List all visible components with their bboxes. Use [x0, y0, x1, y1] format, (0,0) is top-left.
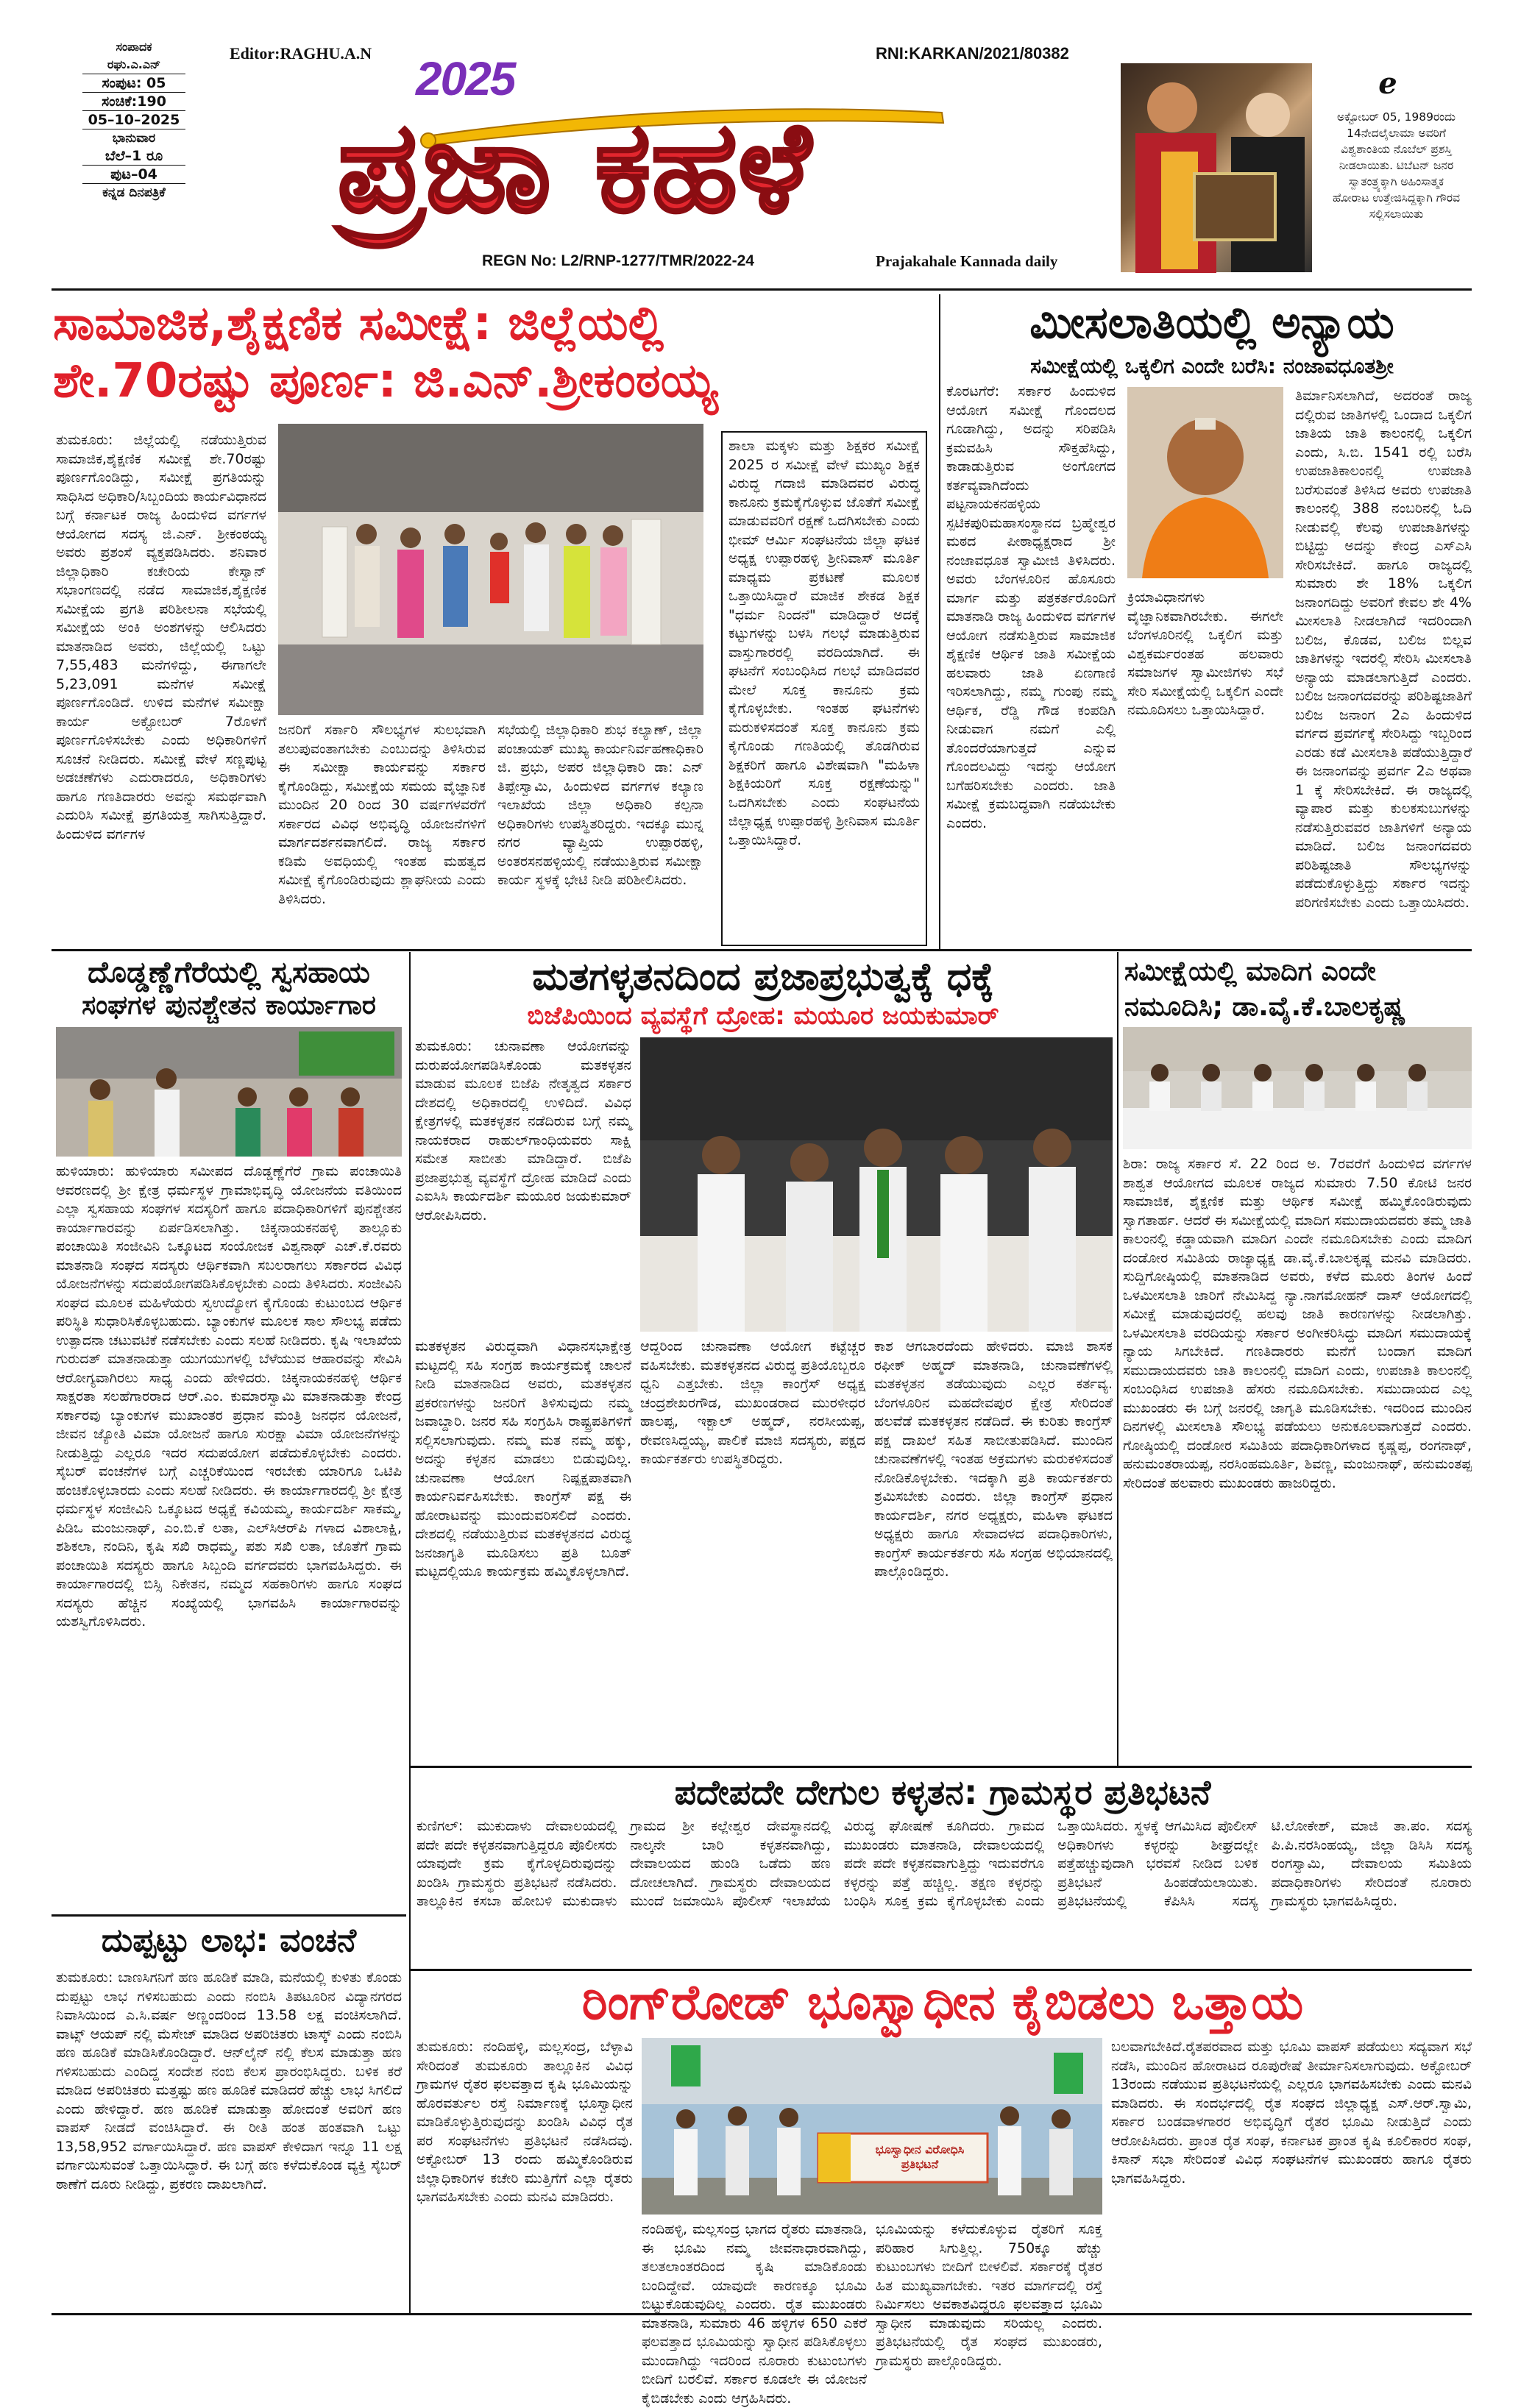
meta-line: ಬೆಲೆ–1 ರೂ	[104, 148, 163, 164]
meta-line: ಸಂಚಿಕೆ:190	[102, 93, 166, 110]
matha-headline: ಮತಗಳ್ಳತನದಿಂದ ಪ್ರಜಾಪ್ರಭುತ್ವಕ್ಕೆ ಧಕ್ಕೆ	[532, 955, 994, 999]
matha-col-1: ಮತಕಳ್ಳತನ ವಿರುದ್ಧವಾಗಿ ವಿಧಾನಸಭಾಕ್ಷೇತ್ರ ಮಟ್ಟದಲ್ಲಿ ಸಹಿ ಸಂಗ್ರಹ ಕಾರ್ಯಕ್ರಮಕ್ಕೆ ಚಾಲನೆ ನೀಡಿ ಮಾತನಾಡಿದ ಅವರು, ಮತಕಳ್ಳತನ ಪ್ರಕರಣಗಳನ್ನು ಜನರಿಗೆ ತಿಳಿಸುವುದು ನಮ್ಮ ಜವಾಬ್ದಾರಿ. ಜನರ ಸಹಿ ಸಂಗ್ರಹಿಸಿ ರಾಷ್ಟ್ರಪತಿಗಳಿಗೆ ಸಲ್ಲಿಸಲಾಗುವುದು. ನಮ್ಮ ಮತ ನಮ್ಮ ಹಕ್ಕು, ಅದನ್ನು ಕಳ್ಳತನ ಮಾಡಲು ಬಿಡುವುದಿಲ್ಲ. ಚುನಾವಣಾ ಆಯೋಗ ನಿಷ್ಪಕ್ಷಪಾತವಾಗಿ ಕಾರ್ಯನಿರ್ವಹಿಸಬೇಕು. ಕಾಂಗ್ರೆಸ್ ಪಕ್ಷ ಈ ಹೋರಾಟವನ್ನು ಮುಂದುವರಿಸಲಿದೆ ಎಂದರು. ದೇಶದಲ್ಲಿ ನಡೆಯುತ್ತಿರುವ ಮತಕಳ್ಳತನದ ವಿರುದ್ಧ ಜನಜಾಗೃತಿ ಮೂಡಿಸಲು ಪ್ರತಿ ಬೂತ್ ಮಟ್ಟದಲ್ಲಿಯೂ ಕಾರ್ಯಕ್ರಮ ಹಮ್ಮಿಕೊಳ್ಳಲಾಗಿದೆ.	[415, 1338, 631, 1580]
meta-line: ಸಂಪುಟ: 05	[102, 75, 166, 91]
degula-text: ಕುಣಿಗಲ್: ಮುಕುದಾಳು ದೇವಾಲಯದಲ್ಲಿ ಪದೇ ಪದೇ ಕಳ್ಳತನವಾಗುತ್ತಿದ್ದರೂ ಪೊಲೀಸರು ಯಾವುದೇ ಕ್ರಮ ಕೈಗೊಳ್ಳದಿರುವುದನ್ನು ಖಂಡಿಸಿ ಗ್ರಾಮಸ್ಥರು ಪ್ರತಿಭಟನೆ ನಡೆಸಿದರು. ತಾಲ್ಲೂಕಿನ ಕಸಬಾ ಹೋಬಳಿ ಮುಕುದಾಳು ಗ್ರಾಮದ ಶ್ರೀ ಕಲ್ಲೇಶ್ವರ ದೇವಸ್ಥಾನದಲ್ಲಿ ನಾಲ್ಕನೇ ಬಾರಿ ಕಳ್ಳತನವಾಗಿದ್ದು, ದೇವಾಲಯದ ಹುಂಡಿ ಒಡೆದು ಹಣ ದೋಚಲಾಗಿದೆ. ಗ್ರಾಮಸ್ಥರು ದೇವಾಲಯದ ಮುಂದೆ ಜಮಾಯಿಸಿ ಪೊಲೀಸ್ ಇಲಾಖೆಯ ವಿರುದ್ಧ ಘೋಷಣೆ ಕೂಗಿದರು. ಗ್ರಾಮದ ಮುಖಂಡರು ಮಾತನಾಡಿ, ದೇವಾಲಯದಲ್ಲಿ ಪದೇ ಪದೇ ಕಳ್ಳತನವಾಗುತ್ತಿದ್ದು ಇದುವರೆಗೂ ಕಳ್ಳರನ್ನು ಪತ್ತೆ ಹಚ್ಚಿಲ್ಲ. ತಕ್ಷಣ ಕಳ್ಳರನ್ನು ಬಂಧಿಸಿ ಸೂಕ್ತ ಕ್ರಮ ಕೈಗೊಳ್ಳಬೇಕು ಎಂದು ಒತ್ತಾಯಿಸಿದರು. ಸ್ಥಳಕ್ಕೆ ಆಗಮಿಸಿದ ಪೊಲೀಸ್ ಅಧಿಕಾರಿಗಳು ಕಳ್ಳರನ್ನು ಶೀಘ್ರದಲ್ಲೇ ಪತ್ತೆಹಚ್ಚುವುದಾಗಿ ಭರವಸೆ ನೀಡಿದ ಬಳಿಕ ಪ್ರತಿಭಟನೆ ಹಿಂಪಡೆಯಲಾಯಿತು. ಪ್ರತಿಭಟನೆಯಲ್ಲಿ ಕೆಪಿಸಿಸಿ ಸದಸ್ಯ ಟಿ.ಲೋಕೇಶ್, ಮಾಜಿ ತಾ.ಪಂ. ಸದಸ್ಯ ಪಿ.ಪಿ.ನರಸಿಂಹಯ್ಯ, ಜಿಲ್ಲಾ ಡಿಸಿಸಿ ಸದಸ್ಯ ರಂಗಸ್ವಾಮಿ, ದೇವಾಲಯ ಸಮಿತಿಯ ಪದಾಧಿಕಾರಿಗಳು ಸೇರಿದಂತೆ ನೂರಾರು ಗ್ರಾಮಸ್ಥರು ಭಾಗವಹಿಸಿದ್ದರು.	[416, 1818, 1472, 1909]
masthead-title: ಪ್ರಜಾ ಕಹಳೆ	[337, 95, 811, 241]
lead-col-3: ಸಭೆಯಲ್ಲಿ ಜಿಲ್ಲಾಧಿಕಾರಿ ಶುಭ ಕಲ್ಯಾಣ್, ಜಿಲ್ಲಾ ಪಂಚಾಯತ್ ಮುಖ್ಯ ಕಾರ್ಯನಿರ್ವಹಣಾಧಿಕಾರಿ ಜಿ. ಪ್ರಭು, ಅಪರ ಜಿಲ್ಲಾಧಿಕಾರಿ ಡಾ: ಎನ್ ತಿಪ್ಪೇಸ್ವಾಮಿ, ಹಿಂದುಳಿದ ವರ್ಗಗಳ ಕಲ್ಯಾಣ ಇಲಾಖೆಯ ಜಿಲ್ಲಾ ಅಧಿಕಾರಿ ಕಲ್ಪನಾ ಅಧಿಕಾರಿಗಳು ಉಪಸ್ಥಿತರಿದ್ದರು. ಇದಕ್ಕೂ ಮುನ್ನ ನಗರ ವ್ಯಾಪ್ತಿಯ ಉಪ್ಪಾರಹಳ್ಳಿ, ಅಂತರಸನಹಳ್ಳಿಯಲ್ಲಿ ನಡೆಯುತ್ತಿರುವ ಸಮೀಕ್ಷಾ ಕಾರ್ಯ ಸ್ಥಳಕ್ಕೆ ಭೇಟಿ ನೀಡಿ ಪರಿಶೀಲಿಸಿದರು.	[497, 722, 703, 888]
swamiji-photo	[1127, 387, 1283, 578]
issue-meta	[82, 38, 185, 202]
masthead-rule	[52, 288, 1472, 291]
meta-line: ಪುಟ–04	[110, 166, 157, 182]
evening-logo-icon: e	[1378, 66, 1397, 101]
lead-right-divider	[939, 294, 940, 949]
meta-line: 05–10–2025	[88, 112, 180, 128]
masthead-year: 2025	[416, 52, 515, 105]
dalai-lama-photo	[1121, 63, 1312, 272]
dodda-headline-1: ದೊಡ್ಡಣ್ಣೆಗೆರೆಯಲ್ಲಿ ಸ್ವಸಹಾಯ	[88, 956, 370, 990]
tagline: Prajakahale Kannada daily	[876, 252, 1058, 270]
right-subhead: ಸಮೀಕ್ಷೆಯಲ್ಲಿ ಒಕ್ಕಲಿಗ ಎಂದೇ ಬರೆಸಿ: ನಂಜಾವಧೂತಶ್ರೀ	[1030, 354, 1394, 378]
ring-col-1: ತುಮಕೂರು: ನಂದಿಹಳ್ಳಿ, ಮಲ್ಲಸಂದ್ರ, ಬೆಳ್ಳಾವಿ ಸೇರಿದಂತೆ ತುಮಕೂರು ತಾಲ್ಲೂಕಿನ ವಿವಿಧ ಗ್ರಾಮಗಳ ರೈತರ ಫಲವತ್ತಾದ ಕೃಷಿ ಭೂಮಿಯನ್ನು ಹೊರವರ್ತುಲ ರಸ್ತೆ ನಿರ್ಮಾಣಕ್ಕೆ ಭೂಸ್ವಾಧೀನ ಮಾಡಿಕೊಳ್ಳುತ್ತಿರುವುದನ್ನು ಖಂಡಿಸಿ ವಿವಿಧ ರೈತ ಪರ ಸಂಘಟನೆಗಳು ಪ್ರತಿಭಟನೆ ನಡೆಸಿದವು. ಅಕ್ಟೋಬರ್ 13 ರಂದು ಹಮ್ಮಿಕೊಂಡಿರುವ ಜಿಲ್ಲಾಧಿಕಾರಿಗಳ ಕಚೇರಿ ಮುತ್ತಿಗೆಗೆ ಎಲ್ಲಾ ರೈತರು ಭಾಗವಹಿಸಬೇಕು ಎಂದು ಮನವಿ ಮಾಡಿದರು.	[416, 2039, 633, 2205]
center-right-divider	[1117, 952, 1118, 1767]
madiga-text: ಶಿರಾ: ರಾಜ್ಯ ಸರ್ಕಾರ ಸೆ. 22 ರಿಂದ ಅ. 7ರವರೆಗೆ ಹಿಂದುಳಿದ ವರ್ಗಗಳ ಶಾಶ್ವತ ಆಯೋಗದ ಮೂಲಕ ರಾಜ್ಯದ ಸುಮಾರು 7.50 ಕೋಟಿ ಜನರ ಸಾಮಾಜಿಕ, ಶೈಕ್ಷಣಿಕ ಮತ್ತು ಆರ್ಥಿಕ ಸಮೀಕ್ಷೆ ಹಮ್ಮಿಕೊಂಡಿರುವುದು ಸ್ವಾಗತಾರ್ಹ. ಆದರೆ ಈ ಸಮೀಕ್ಷೆಯಲ್ಲಿ ಮಾದಿಗ ಸಮುದಾಯದವರು ತಮ್ಮ ಜಾತಿ ಕಾಲಂನಲ್ಲಿ ಕಡ್ಡಾಯವಾಗಿ ಮಾದಿಗ ಎಂದೇ ನಮೂದಿಸಬೇಕು ಎಂದು ಮಾದಿಗ ದಂಡೋರ ಸಮಿತಿಯ ರಾಜ್ಯಾಧ್ಯಕ್ಷ ಡಾ.ವೈ.ಕೆ.ಬಾಲಕೃಷ್ಣ ಮನವಿ ಮಾಡಿದರು. ಸುದ್ದಿಗೋಷ್ಠಿಯಲ್ಲಿ ಮಾತನಾಡಿದ ಅವರು, ಕಳೆದ ಮೂರು ತಿಂಗಳ ಹಿಂದೆ ಒಳಮೀಸಲಾತಿ ಜಾರಿಗೆ ನೇಮಿಸಿದ್ದ ನ್ಯಾ.ನಾಗಮೋಹನ್ ದಾಸ್ ಆಯೋಗದಲ್ಲಿ ಸಮೀಕ್ಷೆ ಮಾಡುವುದರಲ್ಲಿ ಹಲವು ಜಾತಿ ಕಾರಣಗಳನ್ನು ನೀಡಲಾಗಿತ್ತು. ಒಳಮೀಸಲಾತಿ ವರದಿಯನ್ನು ಸರ್ಕಾರ ಅಂಗೀಕರಿಸಿದ್ದು ಮಾದಿಗ ಸಮುದಾಯಕ್ಕೆ ನ್ಯಾಯ ಸಿಗಬೇಕಿದೆ. ಗಣತಿದಾರರು ಮನೆಗೆ ಬಂದಾಗ ಮಾದಿಗ ಸಮುದಾಯದವರು ಜಾತಿ ಕಾಲಂನಲ್ಲಿ ಮಾದಿಗ ಎಂದು, ಉಪಜಾತಿ ಕಾಲಂನಲ್ಲಿ ಸಂಬಂಧಿಸಿದ ಉಪಜಾತಿ ಹೆಸರು ನಮೂದಿಸಬೇಕು. ಸಮುದಾಯದ ಎಲ್ಲ ಮುಖಂಡರು ಈ ಬಗ್ಗೆ ಜನರಲ್ಲಿ ಜಾಗೃತಿ ಮೂಡಿಸಬೇಕು. ಇದರಿಂದ ಮುಂದಿನ ದಿನಗಳಲ್ಲಿ ಮೀಸಲಾತಿ ಸೌಲಭ್ಯ ಪಡೆಯಲು ಅನುಕೂಲವಾಗುತ್ತದೆ ಎಂದರು. ಗೋಷ್ಠಿಯಲ್ಲಿ ದಂಡೋರ ಸಮಿತಿಯ ಪದಾಧಿಕಾರಿಗಳಾದ ಕೃಷ್ಣಪ್ಪ, ರಂಗನಾಥ್, ಹನುಮಂತರಾಯಪ್ಪ, ನರಸಿಂಹಮೂರ್ತಿ, ಶಿವಣ್ಣ, ಮಂಜುನಾಥ್, ಹನುಮಂತಪ್ಪ ಸೇರಿದಂತೆ ಹಲವಾರು ಮುಖಂಡರು ಹಾಜರಿದ್ದರು.	[1123, 1156, 1472, 1491]
ring-col-3: ಭೂಮಿಯನ್ನು ಕಳೆದುಕೊಳ್ಳುವ ರೈತರಿಗೆ ಸೂಕ್ತ ಪರಿಹಾರ ಸಿಗುತ್ತಿಲ್ಲ. 750ಕ್ಕೂ ಹೆಚ್ಚು ಕುಟುಂಬಗಳು ಬೀದಿಗೆ ಬೀಳಲಿವೆ. ಸರ್ಕಾರಕ್ಕೆ ರೈತರ ಹಿತ ಮುಖ್ಯವಾಗಬೇಕು. ಇತರ ಮಾರ್ಗದಲ್ಲಿ ರಸ್ತೆ ನಿರ್ಮಿಸಲು ಅವಕಾಶವಿದ್ದರೂ ಫಲವತ್ತಾದ ಭೂಮಿ ಸ್ವಾಧೀನ ಮಾಡುವುದು ಸರಿಯಲ್ಲ ಎಂದರು. ಪ್ರತಿಭಟನೆಯಲ್ಲಿ ರೈತ ಸಂಘದ ಮುಖಂಡರು, ಗ್ರಾಮಸ್ಥರು ಪಾಲ್ಗೊಂಡಿದ್ದರು.	[876, 2221, 1102, 2369]
ring-rule-top	[409, 1969, 1472, 1971]
lead-headline-1: ಸಾಮಾಜಿಕ,ಶೈಕ್ಷಣಿಕ ಸಮೀಕ್ಷೆ: ಜಿಲ್ಲೆಯಲ್ಲಿ	[53, 296, 664, 351]
rni-line: RNI:KARKAN/2021/80382	[876, 44, 1069, 63]
ring-photo-banner: ಭೂಸ್ವಾಧೀನ ವಿರೋಧಿಸಿ ಪ್ರತಿಭಟನೆ	[875, 2142, 965, 2171]
matha-subhead: ಬಿಜೆಪಿಯಿಂದ ವ್ಯವಸ್ಥೆಗೆ ದ್ರೋಹ: ಮಯೂರ ಜಯಕುಮಾರ್	[527, 1001, 999, 1031]
dupatta-rule	[52, 1914, 406, 1917]
ring-headline: ರಿಂಗ್‌ರೋಡ್ ಭೂಸ್ವಾಧೀನ ಕೈಬಿಡಲು ಒತ್ತಾಯ	[581, 1974, 1304, 2031]
lead-col-1: ತುಮಕೂರು: ಜಿಲ್ಲೆಯಲ್ಲಿ ನಡೆಯುತ್ತಿರುವ ಸಾಮಾಜಿಕ,ಶೈಕ್ಷಣಿಕ ಸಮೀಕ್ಷೆ ಶೇ.70ರಷ್ಟು ಪೂರ್ಣಗೊಂಡಿದ್ದು, ಸಮೀಕ್ಷೆ ಪ್ರಗತಿಯನ್ನು ಸಾಧಿಸಿದ ಅಧಿಕಾರಿ/ಸಿಬ್ಬಂದಿಯ ಕಾರ್ಯವಿಧಾನದ ಬಗ್ಗೆ ಕರ್ನಾಟಕ ರಾಜ್ಯ ಹಿಂದುಳಿದ ವರ್ಗಗಳ ಆಯೋಗದ ಸದಸ್ಯ ಜಿ.ಎನ್. ಶ್ರೀಕಂಠಯ್ಯ ಅವರು ಪ್ರಶಂಸೆ ವ್ಯಕ್ತಪಡಿಸಿದರು. ಶನಿವಾರ ಜಿಲ್ಲಾಧಿಕಾರಿ ಕಚೇರಿಯ ಕೇಸ್ವಾನ್ ಸಭಾಂಗಣದಲ್ಲಿ ನಡೆದ ಸಾಮಾಜಿಕ,ಶೈಕ್ಷಣಿಕ ಸಮೀಕ್ಷೆಯ ಪ್ರಗತಿ ಪರಿಶೀಲನಾ ಸಭೆಯಲ್ಲಿ ಸಮೀಕ್ಷೆಯ ಅಂಕಿ ಅಂಶಗಳನ್ನು ಆಲಿಸಿದರು ಮಾತನಾಡಿದ ಅವರು, ಜಿಲ್ಲೆಯಲ್ಲಿ ಒಟ್ಟು 7,55,483 ಮನೆಗಳಿದ್ದು, ಈಗಾಗಲೇ 5,23,091 ಮನೆಗಳ ಸಮೀಕ್ಷೆ ಪೂರ್ಣಗೊಂಡಿದೆ. ಉಳಿದ ಮನೆಗಳ ಸಮೀಕ್ಷಾ ಕಾರ್ಯ ಅಕ್ಟೋಬರ್ 7ರೊಳಗೆ ಪೂರ್ಣಗೊಳಿಸಬೇಕು ಎಂದು ಅಧಿಕಾರಿಗಳಿಗೆ ಸೂಚನೆ ನೀಡಿದರು. ಸಮೀಕ್ಷೆ ವೇಳೆ ಸಣ್ಣಪುಟ್ಟ ಅಡಚಣೆಗಳು ಎದುರಾದರೂ, ಅಧಿಕಾರಿಗಳು ಹಾಗೂ ಗಣತಿದಾರರು ಅವನ್ನು ಸಮರ್ಥವಾಗಿ ಎದುರಿಸಿ ಸಮೀಕ್ಷೆ ಪ್ರಗತಿಯತ್ತ ಸಾಗಿಸುತ್ತಿದ್ದಾರೆ. ಹಿಂದುಳಿದ ವರ್ಗಗಳ	[56, 432, 266, 842]
right-col-c: ತಿರ್ಮಾನಿಸಲಾಗಿದೆ, ಅದರಂತೆ ರಾಜ್ಯ ದಲ್ಲಿರುವ ಜಾತಿಗಳಲ್ಲಿ ಒಂದಾದ ಒಕ್ಕಲಿಗ ಜಾತಿಯ ಜಾತಿ ಕಾಲಂನಲ್ಲಿ ಒಕ್ಕಲಿಗ ಎಂದು, ಸಿ.ಬಿ. 1541 ರಲ್ಲಿ ಬರೆಸಿ ಉಪಜಾತಿಕಾಲಂನಲ್ಲಿ ಉಪಜಾತಿ ಬರೆಸುವಂತೆ ತಿಳಿಸಿದ ಅವರು ಉಪಜಾತಿ ಕಾಲಂನಲ್ಲಿ 388 ನಂಬರಿನಲ್ಲಿ ಓದಿ ನೀಡುವಲ್ಲಿ ಕೆಲವು ಉಪಜಾತಿಗಳನ್ನು ಬಿಟ್ಟಿದ್ದು ಅದನ್ನು ಕೇಂದ್ರ ಎಸ್ಎಸಿ ಸೇರಿಸಬೇಕಿದೆ. ಹಾಗೂ ರಾಜ್ಯದಲ್ಲಿ ಸುಮಾರು ಶೇ 18% ಒಕ್ಕಲಿಗ ಜನಾಂಗದಿದ್ದು ಅವರಿಗೆ ಕೇವಲ ಶೇ 4% ಮೀಸಲಾತಿ ನೀಡಲಾಗಿದೆ ಇದರಿಂದಾಗಿ ಬಲಿಜ, ಕೊಡವ, ಬಲಿಜ ಬಿಲ್ಲವ ಜಾತಿಗಳನ್ನು ಇದರಲ್ಲಿ ಸೇರಿಸಿ ಮೀಸಲಾತಿ ಅನ್ಯಾಯ ಮಾಡಲಾಗುತ್ತಿದೆ ಎಂದರು. ಬಲಿಜ ಜನಾಂಗದವರನ್ನು ಪರಿಶಿಷ್ಟಜಾತಿಗೆ ಬಲಿಜ ಜನಾಂಗ 2ಎ ಹಿಂದುಳಿದ ವರ್ಗದ ಪ್ರವರ್ಗಕ್ಕೆ ಸೇರಿಸಿದ್ದು ಇಬ್ಬರಿಂದ ಎರಡು ಕಡೆ ಮೀಸಲಾತಿ ಪಡೆಯುತ್ತಿದ್ದಾರೆ ಈ ಜನಾಂಗವನ್ನು ಪ್ರವರ್ಗ 2ಎ ಅಥವಾ 1 ಕ್ಕೆ ಸೇರಿಸಬೇಕಿದೆ. ಈ ರಾಜ್ಯದಲ್ಲಿ ವ್ಯಾಪಾರ ಮತ್ತು ಕುಲಕಸುಬುಗಳನ್ನು ನಡೆಸುತ್ತಿರುವವರ ಜಾತಿಗಳಿಗೆ ಅನ್ಯಾಯ ಮಾಡಿದೆ. ಬಲಿಜ ಜನಾಂಗದವರು ಪರಿಶಿಷ್ಟಜಾತಿ ಸೌಲಭ್ಯಗಳನ್ನು ಪಡೆದುಕೊಳ್ಳುತ್ತಿದ್ದು ಸರ್ಕಾರ ಇದನ್ನು ಪರಿಗಣಿಸಬೇಕು ಎಂದು ಒತ್ತಾಯಿಸಿದರು.	[1295, 388, 1472, 911]
dupatta-headline: ದುಪ್ಪಟ್ಟು ಲಾಭ: ವಂಚನೆ	[101, 1922, 357, 1959]
degula-rule-top	[409, 1766, 1472, 1768]
meta-line: ರಘು.ಎ.ಎನ್	[107, 57, 161, 71]
right-col-b: ಕ್ರಿಯಾವಿಧಾನಗಳು ವೈಜ್ಞಾನಿಕವಾಗಿರಬೇಕು. ಈಗಲೇ ಬೆಂಗಳೂರಿನಲ್ಲಿ ಒಕ್ಕಲಿಗ ಮತ್ತು ವಿಶ್ವಕರ್ಮರಂತಹ ಹಲವಾರು ಸಮಾಜಗಳ ಸ್ವಾಮೀಜಿಗಳು ಸಭೆ ಸೇರಿ ಸಮೀಕ್ಷೆಯಲ್ಲಿ ಒಕ್ಕಲಿಗ ಎಂದೇ ನಮೂದಿಸಲು ಒತ್ತಾಯಿಸಿದ್ದಾರೆ.	[1127, 589, 1283, 718]
lead-col-2: ಜನರಿಗೆ ಸರ್ಕಾರಿ ಸೌಲಭ್ಯಗಳ ಸುಲಭವಾಗಿ ತಲುಪುವಂತಾಗಬೇಕು ಎಂಬುದನ್ನು ತಿಳಿಸಿರುವ ಈ ಸಮೀಕ್ಷಾ ಕಾರ್ಯವನ್ನು ಸರ್ಕಾರ ಕೈಗೊಂಡಿದ್ದು, ಸಮೀಕ್ಷೆಯ ಸಮಯ ವೈಜ್ಞಾನಿಕ ಮುಂದಿನ 20 ರಿಂದ 30 ವರ್ಷಗಳವರೆಗೆ ಸರ್ಕಾರದ ವಿವಿಧ ಅಭಿವೃದ್ಧಿ ಯೋಜನೆಗಳಿಗೆ ಮಾರ್ಗದರ್ಶನವಾಗಲಿದೆ. ರಾಜ್ಯ ಸರ್ಕಾರ ಕಡಿಮೆ ಅವಧಿಯಲ್ಲಿ ಇಂತಹ ಮಹತ್ವದ ಸಮೀಕ್ಷೆ ಕೈಗೊಂಡಿರುವುದು ಶ್ಲಾಘನೀಯ ಎಂದು ತಿಳಿಸಿದರು.	[278, 722, 486, 907]
right-headline: ಮೀಸಲಾತಿಯಲ್ಲಿ ಅನ್ಯಾಯ	[1029, 297, 1394, 349]
history-note: ಅಕ್ಟೋಬರ್ 05, 1989ರಂದು 14ನೇದಲೈಲಾಮಾ ಅವರಿಗೆ ವಿಶ್ವಶಾಂತಿಯ ನೊಬೆಲ್ ಪ್ರಶಸ್ತಿ ನೀಡಲಾಯಿತು. ಟಿಬೆಟನ್ ಜನರ ಸ್ವಾತಂತ್ರ್ಯಕ್ಕಾಗಿ ಅಹಿಂಸಾತ್ಮಕ ಹೋರಾಟ ಉತ್ತೇಜಿಸಿದ್ದಕ್ಕಾಗಿ ಗೌರವ ಸಲ್ಲಿಸಲಾಯಿತು	[1332, 110, 1461, 221]
editor-line: Editor:RAGHU.A.N	[230, 44, 372, 63]
left-col-divider	[409, 952, 411, 2313]
dodda-headline-2: ಸಂಘಗಳ ಪುನಶ್ಚೇತನ ಕಾರ್ಯಾಗಾರ	[82, 990, 376, 1020]
lead-col-4: ಶಾಲಾ ಮಕ್ಕಳು ಮತ್ತು ಶಿಕ್ಷಕರ ಸಮೀಕ್ಷೆ 2025 ರ ಸಮೀಕ್ಷೆ ವೇಳೆ ಮುಖ್ಯಂ ಶಿಕ್ಷಕ ವಿರುದ್ಧ ಗದಾಜಿ ಮಾಡಿದವರ ವಿರುದ್ಧ ಕಾನೂನು ಕ್ರಮಕೈಗೊಳ್ಳುವ ಜೊತೆಗೆ ಸಮೀಕ್ಷೆ ಮಾಡುವವರಿಗೆ ರಕ್ಷಣೆ ಒದಗಿಸಬೇಕು ಎಂದು ಭೀಮ್ ಆರ್ಮಿ ಸಂಘಟನೆಯ ಜಿಲ್ಲಾ ಘಟಕ ಅಧ್ಯಕ್ಷ ಉಪ್ಪಾರಹಳ್ಳಿ ಶ್ರೀನಿವಾಸ್ ಮೂರ್ತಿ ಮಾಧ್ಯಮ ಪ್ರಕಟಣೆ ಮೂಲಕ ಒತ್ತಾಯಿಸಿದ್ದಾರೆ ಮಾಜಿಕ ಶೇಕಡ ಶಿಕ್ಷಕ "ಧರ್ಮ ನಿಂದನೆ" ಮಾಡಿದ್ದಾರೆ ಅದಕ್ಕೆ ಕಟ್ಟುಗಳನ್ನು ಬಳಸಿ ಗಲಭೆ ಮಾಡುತ್ತಿರುವ ವಾಸ್ತುಗಾರರಲ್ಲಿ ವರದಿಯಾಗಿದೆ. ಈ ಘಟನೆಗೆ ಸಂಬಂಧಿಸಿದ ಗಲಭೆ ಮಾಡಿದವರ ಮೇಲೆ ಸೂಕ್ತ ಕಾನೂನು ಕ್ರಮ ಕೈಗೊಳ್ಳಬೇಕು. ಇಂತಹ ಘಟನೆಗಳು ಮರುಕಳಿಸದಂತೆ ಸೂಕ್ತ ಕಾನೂನು ಕ್ರಮ ಕೈಗೊಂಡು ಗಣತಿಯಲ್ಲಿ ತೊಡಗಿರುವ ಶಿಕ್ಷಕರಿಗೆ ಹಾಗೂ ವಿಶೇಷವಾಗಿ "ಮಹಿಳಾ ಶಿಕ್ಷಕಿಯರಿಗೆ ಸೂಕ್ತ ರಕ್ಷಣೆಯನ್ನು" ಒದಗಿಸಬೇಕು ಎಂದು ಸಂಘಟನೆಯ ಜಿಲ್ಲಾಧ್ಯಕ್ಷ ಉಪ್ಪಾರಹಳ್ಳಿ ಶ್ರೀನಿವಾಸ ಮೂರ್ತಿ ಒತ್ತಾಯಿಸಿದ್ದಾರೆ.	[721, 431, 927, 946]
degula-headline: ಪದೇಪದೇ ದೇಗುಲ ಕಳ್ಳತನ: ಗ್ರಾಮಸ್ಥರ ಪ್ರತಿಭಟನೆ	[674, 1772, 1211, 1812]
section-rule-1	[52, 949, 1472, 951]
lead-headline-2: ಶೇ.70ರಷ್ಟು ಪೂರ್ಣ: ಜಿ.ಎನ್.ಶ್ರೀಕಂಠಯ್ಯ	[53, 354, 718, 408]
matha-col-2: ಆದ್ದರಿಂದ ಚುನಾವಣಾ ಆಯೋಗ ಕಟ್ಟೆಚ್ಚರ ವಹಿಸಬೇಕು. ಮತಕಳ್ಳತನದ ವಿರುದ್ಧ ಪ್ರತಿಯೊಬ್ಬರೂ ಧ್ವನಿ ಎತ್ತಬೇಕು. ಜಿಲ್ಲಾ ಕಾಂಗ್ರೆಸ್ ಅಧ್ಯಕ್ಷ ಚಂದ್ರಶೇಖರಗೌಡ, ಮುಖಂಡರಾದ ಮುರಳೀಧರ ಹಾಲಪ್ಪ, ಇಕ್ಬಾಲ್ ಅಹ್ಮದ್, ನರಸೀಯಪ್ಪ, ರೇವಣಸಿದ್ದಯ್ಯ, ಪಾಲಿಕೆ ಮಾಜಿ ಸದಸ್ಯರು, ಪಕ್ಷದ ಕಾರ್ಯಕರ್ತರು ಉಪಸ್ಥಿತರಿದ್ದರು.	[640, 1338, 865, 1467]
matha-col-3: ಕಾಶ ಆಗಬಾರದೆಂದು ಹೇಳಿದರು. ಮಾಜಿ ಶಾಸಕ ರಫೀಕ್ ಅಹ್ಮದ್ ಮಾತನಾಡಿ, ಚುನಾವಣೆಗಳಲ್ಲಿ ಮತಕಳ್ಳತನ ತಡೆಯುವುದು ಎಲ್ಲರ ಕರ್ತವ್ಯ. ಬೆಂಗಳೂರಿನ ಮಹದೇವಪುರ ಕ್ಷೇತ್ರ ಸೇರಿದಂತೆ ಹಲವೆಡೆ ಮತಕಳ್ಳತನ ನಡೆದಿದೆ. ಈ ಕುರಿತು ಕಾಂಗ್ರೆಸ್ ಪಕ್ಷ ದಾಖಲೆ ಸಹಿತ ಸಾಬೀತುಪಡಿಸಿದೆ. ಮುಂದಿನ ಚುನಾವಣೆಗಳಲ್ಲಿ ಇಂತಹ ಅಕ್ರಮಗಳು ಮರುಕಳಿಸದಂತೆ ನೋಡಿಕೊಳ್ಳಬೇಕು. ಇದಕ್ಕಾಗಿ ಪ್ರತಿ ಕಾರ್ಯಕರ್ತರು ಶ್ರಮಿಸಬೇಕು ಎಂದರು. ಜಿಲ್ಲಾ ಕಾಂಗ್ರೆಸ್ ಪ್ರಧಾನ ಕಾರ್ಯದರ್ಶಿ, ನಗರ ಅಧ್ಯಕ್ಷರು, ಮಹಿಳಾ ಘಟಕದ ಅಧ್ಯಕ್ಷರು ಹಾಗೂ ಸೇವಾದಳದ ಪದಾಧಿಕಾರಿಗಳು, ಕಾಂಗ್ರೆಸ್ ಕಾರ್ಯಕರ್ತರು ಸಹಿ ಸಂಗ್ರಹ ಅಭಿಯಾನದಲ್ಲಿ ಪಾಲ್ಗೊಂಡಿದ್ದರು.	[874, 1338, 1113, 1580]
right-col-a: ಕೊರಟಗೆರೆ: ಸರ್ಕಾರ ಹಿಂದುಳಿದ ಆಯೋಗ ಸಮೀಕ್ಷೆ ಗೊಂದಲದ ಗೂಡಾಗಿದ್ದು, ಅದನ್ನು ಸರಿಪಡಿಸಿ ಕ್ರಮವಹಿಸಿ ಸೌಕ್ತಹೆಸಿದ್ದು, ಕಾಡಾಡುತ್ತಿರುವ ಅಂಗೋಗದ ಕರ್ತವ್ಯವಾಗಿದೆಂದು ಪಟ್ಟನಾಯಕನಹಳ್ಳಿಯ ಸ್ಪಟಿಕಪುರಿಮಹಾಸಂಸ್ಥಾನದ ಬ್ರಹ್ಮೇಶ್ವರ ಮಠದ ಪೀಠಾಧ್ಯಕ್ಷರಾದ ಶ್ರೀ ನಂಜಾವಧೂತ ಸ್ವಾಮೀಜಿ ತಿಳಿಸಿದರು. ಅವರು ಬೆಂಗಳೂರಿನ ಹೊಸೂರು ಮಾರ್ಗ ಮತ್ತು ಪತ್ರಕರ್ತರೊಂದಿಗೆ ಮಾತನಾಡಿ ರಾಜ್ಯ ಹಿಂದುಳಿದ ವರ್ಗಗಳ ಆಯೋಗ ನಡೆಸುತ್ತಿರುವ ಸಾಮಾಜಿಕ ಶೈಕ್ಷಣಿಕ ಆರ್ಥಿಕ ಜಾತಿ ಸಮೀಕ್ಷೆಯ ಹಲವಾರು ಜಾತಿ ಏಣಗಾಣಿ ಇರಿಸಲಾಗಿದ್ದು, ನಮ್ಮ ಗುಂಪು ನಮ್ಮ ಆರ್ಥಿಕ, ರೆಡ್ಡಿ ಗೌಡ ಕಂಪಡಿಗಿ ನೀಡುವಾಗ ನಮಗೆ ಎಲ್ಲಿ ತೊಂದರೆಯಾಗುತ್ತದೆ ಎನ್ನುವ ಗೊಂದಲವಿದ್ದು ಇದನ್ನು ಆಯೋಗ ಬಗೆಹರಿಸಬೇಕು ಎಂದರು. ಜಾತಿ ಸಮೀಕ್ಷೆ ಕ್ರಮಬದ್ಧವಾಗಿ ನಡೆಯಬೇಕು ಎಂದರು.	[946, 383, 1116, 831]
dupatta-text: ತುಮಕೂರು: ಬಾಣಸಿಗನಿಗೆ ಹಣ ಹೂಡಿಕೆ ಮಾಡಿ, ಮನೆಯಲ್ಲಿ ಕುಳಿತು ಕೊಂಡು ದುಪ್ಪಟ್ಟು ಲಾಭ ಗಳಿಸಬಹುದು ಎಂದು ನಂಬಿಸಿ ತಿಪಟೂರಿನ ವಿದ್ಯಾನಗರದ ನಿವಾಸಿಯಿಂದ ಎ.ಸಿ.ವರ್ಷ ಅಣ್ಣಂದರಿಂದ 13.58 ಲಕ್ಷ ವಂಚಿಸಲಾಗಿದೆ. ವಾಟ್ಸ್ ಆಯಪ್ ನಲ್ಲಿ ಮೆಸೇಜ್ ಮಾಡಿದ ಅಪರಿಚಿತರು ಟಾಸ್ಕ್ ಎಂದು ನಂಬಿಸಿ ಹಣ ಹೂಡಿಕೆ ಮಾಡಿಸಿಕೊಂಡಿದ್ದಾರೆ. ಆನ್‌ಲೈನ್ ನಲ್ಲಿ ಕೆಲಸ ಮಾಡುತ್ತಾ ಹಣ ಗಳಿಸಬಹುದು ಎಂದಿದ್ದ ಸಂದೇಶ ನಂಬಿ ಕೆಲಸ ಪ್ರಾರಂಭಿಸಿದ್ದರು. ಬಳಿಕ ಕರೆ ಮಾಡಿದ ಅಪರಿಚಿತರು ಮತ್ತಷ್ಟು ಹಣ ಹೂಡಿಕೆ ಮಾಡಿದರೆ ಹೆಚ್ಚು ಲಾಭ ಸಿಗಲಿದೆ ಎಂದು ಹೇಳಿದ್ದಾರೆ. ಹಣ ಹೂಡಿಕೆ ಮಾಡುತ್ತಾ ಹೋದಂತೆ ಅವರಿಗೆ ಹಣ ವಾಪಸ್ ನೀಡದೆ ವಂಚಿಸಿದ್ದಾರೆ. ಈ ರೀತಿ ಹಂತ ಹಂತವಾಗಿ ಒಟ್ಟು 13,58,952 ವರ್ಗಾಯಿಸಿದ್ದಾರೆ. ಹಣ ವಾಪಸ್ ಕೇಳಿದಾಗ ಇನ್ನೂ 11 ಲಕ್ಷ ವರ್ಗಾಯಿಸುವಂತೆ ಒತ್ತಾಯಿಸಿದ್ದಾರೆ. ಈ ಬಗ್ಗೆ ಹಣ ಕಳೆದುಕೊಂಡ ವ್ಯಕ್ತಿ ಸೈಬರ್ ಠಾಣೆಗೆ ದೂರು ನೀಡಿದ್ದು, ಪ್ರಕರಣ ದಾಖಲಾಗಿದೆ.	[56, 1970, 402, 2192]
lead-photo	[278, 424, 703, 715]
ring-col-5: ಬಲವಾಗಬೇಕಿದೆ.ರೈತಪರವಾದ ಮತ್ತು ಭೂಮಿ ವಾಪಸ್ ಪಡೆಯಲು ಸದ್ಯವಾಗ ಸಭೆ ನಡೆಸಿ, ಮುಂದಿನ ಹೋರಾಟದ ರೂಪುರೇಷೆ ತೀರ್ಮಾನಿಸಲಾಗುವುದು. ಅಕ್ಟೋಬರ್ 13ರಂದು ನಡೆಯುವ ಪ್ರತಿಭಟನೆಯಲ್ಲಿ ಎಲ್ಲರೂ ಭಾಗವಹಿಸಬೇಕು ಎಂದು ಮನವಿ ಮಾಡಿದರು. ಈ ಸಂದರ್ಭದಲ್ಲಿ ರೈತ ಸಂಘದ ಜಿಲ್ಲಾಧ್ಯಕ್ಷ ಎಸ್.ಆರ್.ಸ್ವಾಮಿ, ಸರ್ಕಾರ ಬಂಡವಾಳಗಾರರ ಅಭಿವೃದ್ಧಿಗೆ ರೈತರ ಭೂಮಿ ನೀಡುತ್ತಿದೆ ಎಂದು ಆರೋಪಿಸಿದರು. ಪ್ರಾಂತ ರೈತ ಸಂಘ, ಕರ್ನಾಟಕ ಪ್ರಾಂತ ಕೃಷಿ ಕೂಲಿಕಾರರ ಸಂಘ, ಕಿಸಾನ್ ಸಭಾ ಸೇರಿದಂತೆ ವಿವಿಧ ಸಂಘಟನೆಗಳ ಮುಖಂಡರು ಹಾಗೂ ರೈತರು ಭಾಗವಹಿಸಿದ್ದರು.	[1111, 2039, 1472, 2187]
meta-line: ಭಾನುವಾರ	[112, 131, 156, 146]
regn-line: REGN No: L2/RNP-1277/TMR/2022-24	[482, 252, 754, 269]
meta-line: ಕನ್ನಡ ದಿನಪತ್ರಿಕೆ	[102, 185, 166, 200]
matha-left-text: ತುಮಕೂರು: ಚುನಾವಣಾ ಆಯೋಗವನ್ನು ದುರುಪಯೋಗಪಡಿಸಿಕೊಂಡು ಮತಕಳ್ಳತನ ಮಾಡುವ ಮೂಲಕ ಬಿಜೆಪಿ ನೇತೃತ್ವದ ಸರ್ಕಾರ ದೇಶದಲ್ಲಿ ಅಧಿಕಾರದಲ್ಲಿ ಉಳಿದಿದೆ. ವಿವಿಧ ಕ್ಷೇತ್ರಗಳಲ್ಲಿ ಮತಕಳ್ಳತನ ನಡೆದಿರುವ ಬಗ್ಗೆ ನಮ್ಮ ನಾಯಕರಾದ ರಾಹುಲ್‌ಗಾಂಧಿಯವರು ಸಾಕ್ಷಿ ಸಮೇತ ಸಾಬೀತು ಮಾಡಿದ್ದಾರೆ. ಬಿಜೆಪಿ ಪ್ರಜಾಪ್ರಭುತ್ವ ವ್ಯವಸ್ಥೆಗೆ ದ್ರೋಹ ಮಾಡಿದೆ ಎಂದು ಎಐಸಿಸಿ ಕಾರ್ಯದರ್ಶಿ ಮಯೂರ ಜಯಕುಮಾರ್ ಆರೋಪಿಸಿದರು.	[415, 1038, 631, 1223]
madiga-headline-2: ನಮೂದಿಸಿ; ಡಾ.ವೈ.ಕೆ.ಬಾಲಕೃಷ್ಣ	[1124, 992, 1406, 1022]
dodda-photo	[56, 1027, 402, 1157]
ring-col-2-text: ನಂದಿಹಳ್ಳಿ, ಮಲ್ಲಸಂದ್ರ ಭಾಗದ ರೈತರು ಮಾತನಾಡಿ, ಈ ಭೂಮಿ ನಮ್ಮ ಜೀವನಾಧಾರವಾಗಿದ್ದು, ತಲತಲಾಂತರದಿಂದ ಕೃಷಿ ಮಾಡಿಕೊಂಡು ಬಂದಿದ್ದೇವೆ. ಯಾವುದೇ ಕಾರಣಕ್ಕೂ ಭೂಮಿ ಬಿಟ್ಟುಕೊಡುವುದಿಲ್ಲ ಎಂದರು. ರೈತ ಮುಖಂಡರು ಮಾತನಾಡಿ, ಸುಮಾರು 46 ಹಳ್ಳಿಗಳ 650 ಎಕರೆ ಫಲವತ್ತಾದ ಭೂಮಿಯನ್ನು ಸ್ವಾಧೀನ ಪಡಿಸಿಕೊಳ್ಳಲು ಮುಂದಾಗಿದ್ದು ಇದರಿಂದ ನೂರಾರು ಕುಟುಂಬಗಳು ಬೀದಿಗೆ ಬರಲಿವೆ. ಸರ್ಕಾರ ಕೂಡಲೇ ಈ ಯೋಜನೆ ಕೈಬಿಡಬೇಕು ಎಂದು ಆಗ್ರಹಿಸಿದರು.	[642, 2221, 867, 2407]
madiga-headline-1: ಸಮೀಕ್ಷೆಯಲ್ಲಿ ಮಾದಿಗ ಎಂದೇ	[1124, 956, 1376, 987]
madiga-photo	[1123, 1027, 1472, 1149]
dodda-text: ಹುಳಿಯಾರು: ಹುಳಿಯಾರು ಸಮೀಪದ ದೊಡ್ಡಣ್ಣೆಗೆರೆ ಗ್ರಾಮ ಪಂಚಾಯಿತಿ ಆವರಣದಲ್ಲಿ ಶ್ರೀ ಕ್ಷೇತ್ರ ಧರ್ಮಸ್ಥಳ ಗ್ರಾಮಾಭಿವೃದ್ಧಿ ಯೋಜನೆಯ ವತಿಯಿಂದ ಎಲ್ಲಾ ಸ್ವಸಹಾಯ ಸಂಘಗಳ ಸದಸ್ಯರಿಗೆ ಹಾಗೂ ಪದಾಧಿಕಾರಿಗಳಿಗೆ ಪುನಶ್ಚೇತನ ಕಾರ್ಯಾಗಾರವನ್ನು ಏರ್ಪಡಿಸಲಾಗಿತ್ತು. ಚಿಕ್ಕನಾಯಕನಹಳ್ಳಿ ತಾಲ್ಲೂಕು ಪಂಚಾಯಿತಿ ಸಂಜೀವಿನಿ ಒಕ್ಕೂಟದ ಸಂಯೋಜಕ ವಿಶ್ವನಾಥ್ ಎಚ್.ಕೆ.ರವರು ಮಾತನಾಡಿ ಸಂಘದ ಸದಸ್ಯರು ಆರ್ಥಿಕವಾಗಿ ಸಬಲರಾಗಲು ಸರ್ಕಾರದ ವಿವಿಧ ಯೋಜನೆಗಳನ್ನು ಸದುಪಯೋಗಪಡಿಸಿಕೊಳ್ಳಬೇಕು ಎಂದು ತಿಳಿಸಿದರು. ಸಂಜೀವಿನಿ ಸಂಘದ ಮೂಲಕ ಮಹಿಳೆಯರು ಸ್ವಉದ್ಯೋಗ ಕೈಗೊಂಡು ಕುಟುಂಬದ ಆರ್ಥಿಕ ಪರಿಸ್ಥಿತಿ ಸುಧಾರಿಸಿಕೊಳ್ಳಬಹುದು. ಬ್ಯಾಂಕುಗಳ ಮೂಲಕ ಸಾಲ ಸೌಲಭ್ಯ ಪಡೆದು ಉತ್ಪಾದನಾ ಚಟುವಟಿಕೆ ನಡೆಸಬೇಕು ಎಂದು ಸಲಹೆ ನೀಡಿದರು. ಕೃಷಿ ಇಲಾಖೆಯ ಗುರುದತ್ ಮಾತನಾಡುತ್ತಾ ಯುಗಯುಗಳಲ್ಲಿ ಬೆಳೆಯುವ ಆಹಾರವನ್ನು ಸೇವಿಸಿ ಆರೋಗ್ಯವಾಗಿರಲು ಸಾಧ್ಯ ಎಂದು ಹೇಳಿದರು. ಚಿಕ್ಕನಾಯಕನಹಳ್ಳಿ ಆರ್ಥಿಕ ಸಾಕ್ಷರತಾ ಸಲಹೆಗಾರರಾದ ಆರ್.ಎಂ. ಕುಮಾರಸ್ವಾಮಿ ಮಾತನಾಡುತ್ತಾ ಕೇಂದ್ರ ಸರ್ಕಾರವು ಬ್ಯಾಂಕುಗಳ ಮುಖಾಂತರ ಪ್ರಧಾನ ಮಂತ್ರಿ ಜನಧನ ಯೋಜನೆ, ಜೀವನ ಜ್ಯೋತಿ ವಿಮಾ ಯೋಜನೆ ಹಾಗೂ ಸುರಕ್ಷಾ ವಿಮಾ ಯೋಜನೆಗಳನ್ನು ನೀಡುತ್ತಿದ್ದು ಎಲ್ಲರೂ ಇದರ ಸದುಪಯೋಗ ಪಡೆದುಕೊಳ್ಳಬೇಕು ಎಂದರು. ಸೈಬರ್ ವಂಚನೆಗಳ ಬಗ್ಗೆ ಎಚ್ಚರಿಕೆಯಿಂದ ಇರಬೇಕು ಯಾರಿಗೂ ಒಟಿಪಿ ಹಂಚಿಕೊಳ್ಳಬಾರದು ಎಂದು ಸಲಹೆ ನೀಡಿದರು. ಈ ಕಾರ್ಯಾಗಾರದಲ್ಲಿ ಶ್ರೀ ಕ್ಷೇತ್ರ ಧರ್ಮಸ್ಥಳ ಸಂಜೀವಿನಿ ಒಕ್ಕೂಟದ ಅಧ್ಯಕ್ಷೆ ಕವಿಯಮ್ಮ, ಕಾರ್ಯದರ್ಶಿ ಸಾಕಮ್ಮ, ಪಿಡಿಒ ಮಂಜುನಾಥ್, ಎಂ.ಬಿ.ಕೆ ಲತಾ, ಎಲ್‌ಸಿಆರ್‌ಪಿ ಗಳಾದ ವಿಶಾಲಾಕ್ಷಿ, ಶಶಿಕಲಾ, ನಂದಿನಿ, ಕೃಷಿ ಸಖಿ ರಾಧಮ್ಮ, ಪಶು ಸಖಿ ಲತಾ, ಜೊತೆಗೆ ಗ್ರಾಮ ಪಂಚಾಯಿತಿ ಸದಸ್ಯರು ಹಾಗೂ ಸಿಬ್ಬಂದಿ ವರ್ಗದವರು ಭಾಗವಹಿಸಿದ್ದರು. ಈ ಕಾರ್ಯಾಗಾರದಲ್ಲಿ ಬಿಸ್ಸಿ ನಿಕೇತನ, ನಮ್ಮದ ಸಹಕಾರಿಗಳು ಹಾಗೂ ಸಂಘದ ಸದಸ್ಯರು ಹೆಚ್ಚಿನ ಸಂಖ್ಯೆಯಲ್ಲಿ ಭಾಗವಹಿಸಿ ಕಾರ್ಯಾಗಾರವನ್ನು ಯಶಸ್ವಿಗೊಳಿಸಿದರು.	[56, 1163, 402, 1630]
matha-photo	[640, 1037, 1113, 1332]
ring-photo	[642, 2038, 1102, 2215]
footer-rule	[52, 2313, 1472, 2315]
meta-line: ಸಂಪಾದಕ	[116, 40, 152, 54]
